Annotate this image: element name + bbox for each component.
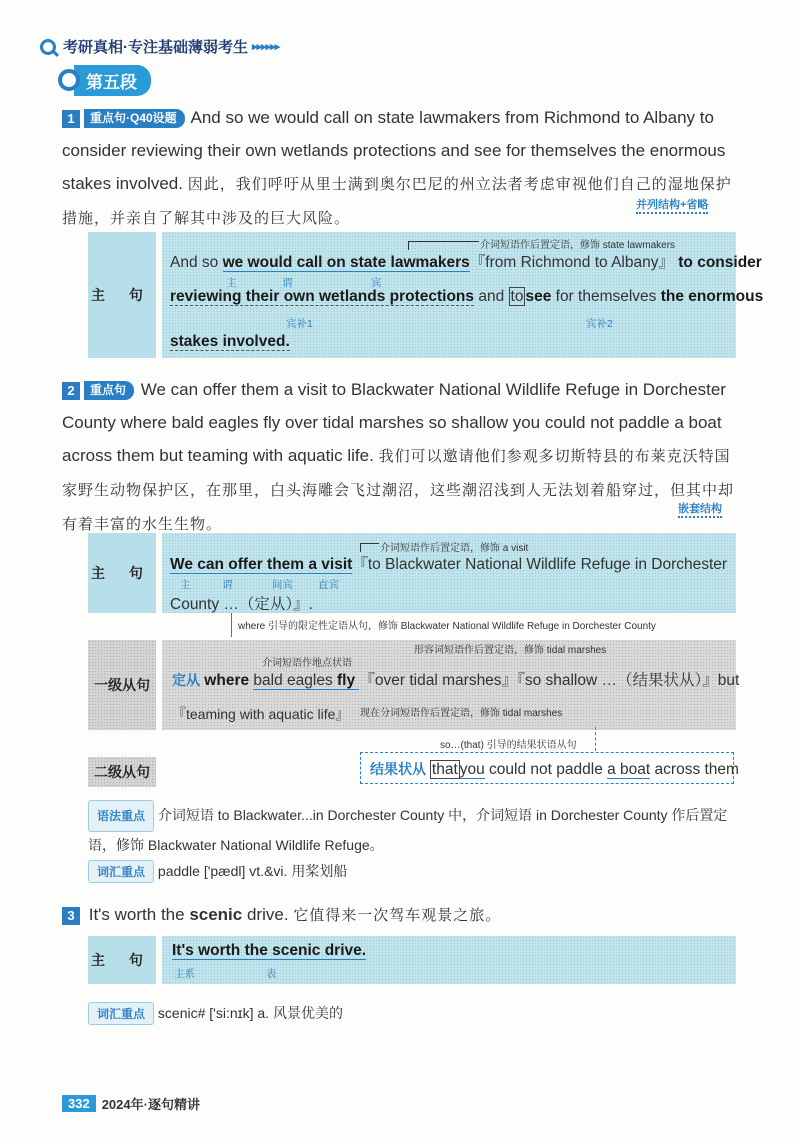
annotation-connector bbox=[360, 543, 379, 552]
section-heading bbox=[58, 66, 151, 94]
gram-label: 主 bbox=[226, 277, 237, 289]
key-sentence-tag: 重点句 bbox=[84, 381, 134, 400]
main-clause-label: 主 句 bbox=[88, 533, 156, 613]
gram-label: 表 bbox=[266, 968, 277, 980]
connector-line bbox=[231, 613, 232, 637]
vocab-tag: 词汇重点 bbox=[88, 1002, 154, 1025]
sentence-number: 2 bbox=[62, 382, 80, 400]
vocab-point bbox=[88, 1002, 343, 1025]
annotation: 形容词短语作后置定语，修饰 tidal marshes bbox=[414, 645, 607, 656]
gram-label: 主系 bbox=[174, 968, 195, 980]
sentence-number: 1 bbox=[62, 110, 80, 128]
sentence-english: And so we would call on state lawmakers from Richmond to Albany to consider reviewing their own wetlands protections and see for themselves the enormous stakes involved. bbox=[62, 108, 726, 193]
main-clause-label: 主 句 bbox=[88, 936, 156, 984]
clause2-label: 二级从句 bbox=[88, 757, 156, 787]
grammar-tag: 语法重点 bbox=[88, 800, 154, 832]
annotation: so…(that) 引导的结果状语从句 bbox=[440, 740, 577, 751]
structure-note: 嵌套结构 bbox=[678, 500, 722, 518]
running-header bbox=[40, 36, 279, 57]
clause1-label: 一级从句 bbox=[88, 640, 156, 730]
analysis-line-3: stakes involved. bbox=[170, 333, 290, 350]
header-title: 考研真相·专注基础薄弱考生 bbox=[63, 39, 248, 56]
magnifier-icon bbox=[58, 69, 80, 91]
vocab-tag: 词汇重点 bbox=[88, 860, 154, 883]
main-clause-label: 主 句 bbox=[88, 232, 156, 358]
section-title: 第五段 bbox=[74, 65, 151, 96]
analysis-line-1: We can offer them a visit『to Blackwater National Wildlife Refuge in Dorchester bbox=[170, 556, 728, 573]
sentence-2 bbox=[62, 373, 742, 541]
annotation: where 引导的限定性定语从句，修饰 Blackwater National Wildlife Refuge in Dorchester County bbox=[238, 621, 656, 632]
gram-label: 宾 bbox=[371, 277, 382, 289]
grammar-point bbox=[88, 800, 738, 858]
analysis-line-1: And so we would call on state lawmakers『from Richmond to Albany』 to consider bbox=[170, 254, 762, 271]
sentence-3: 3 It's worth the scenic drive. 它值得来一次驾车观景之旅。 bbox=[62, 898, 742, 932]
analysis-line-2: 『teaming with aquatic life』 bbox=[172, 706, 350, 722]
analysis-line-2: reviewing their own wetlands protections and to see for themselves the enormous bbox=[170, 288, 764, 305]
annotation: 现在分词短语作后置定语，修饰 tidal marshes bbox=[360, 708, 563, 719]
footer-title: 2024年·逐句精讲 bbox=[101, 1097, 200, 1112]
annotation: 介词短语作后置定语，修饰 a visit bbox=[380, 543, 529, 554]
analysis-line-1: It's worth the scenic drive. bbox=[172, 942, 367, 959]
analysis-line-1: 定从 where bald eagles fly 『over tidal marshes』『so shallow …（结果状从）』but bbox=[172, 672, 740, 689]
annotation-connector bbox=[408, 241, 479, 250]
vocab-text: paddle ['pædl] vt.&vi. 用桨划船 bbox=[157, 863, 348, 879]
magnifier-icon bbox=[40, 39, 56, 55]
gram-label: 主 bbox=[180, 579, 191, 591]
sentence-translation: 因此，我们呼吁从里士满到奥尔巴尼的州立法者考虑审视他们自己的湿地保护措施，并亲自了解其中涉及的巨大风险。 bbox=[62, 175, 732, 227]
sentence-english: We can offer them a visit to Blackwater National Wildlife Refuge in Dorchester County where bald eagles fly over tidal marshes so shallow you could not paddle a boat across them but teaming with aquatic life. bbox=[62, 380, 726, 465]
page-footer bbox=[62, 1094, 200, 1113]
analysis-line-2: County …（定从）』. bbox=[170, 596, 313, 613]
sentence-translation: 它值得来一次驾车观景之旅。 bbox=[293, 906, 502, 924]
vocab-text: scenic# ['si:nɪk] a. 风景优美的 bbox=[157, 1005, 343, 1021]
structure-note: 并列结构+省略 bbox=[636, 196, 708, 214]
sentence-number: 3 bbox=[62, 907, 80, 925]
gram-label: 间宾 bbox=[272, 579, 293, 591]
sentence-translation: 我们可以邀请他们参观多切斯特县的布莱克沃特国家野生动物保护区，在那里，白头海雕会飞过潮沼，这些潮沼浅到人无法划着船穿过，但其中却有着丰富的水生生物。 bbox=[62, 447, 735, 533]
header-arrows: ▸▸▸▸▸▸ bbox=[252, 41, 280, 53]
grammar-text: 介词短语 to Blackwater...in Dorchester County 中，介词短语 in Dorchester County 作后置定语，修饰 Blackwater National Wildlife Refuge。 bbox=[88, 807, 728, 853]
annotation: 介词短语作地点状语 bbox=[262, 658, 352, 669]
page-number: 332 bbox=[62, 1095, 96, 1112]
connector-line bbox=[595, 727, 596, 751]
gram-label: 谓 bbox=[282, 277, 293, 289]
sentence-1 bbox=[62, 101, 742, 235]
gram-label: 宾补1 bbox=[286, 318, 313, 330]
gram-label: 谓 bbox=[222, 579, 233, 591]
analysis-line-3: 结果状从 that you could not paddle a boat across them bbox=[370, 761, 739, 778]
gram-label: 宾补2 bbox=[586, 318, 613, 330]
key-sentence-tag: 重点句·Q40设题 bbox=[84, 109, 185, 128]
annotation: 介词短语作后置定语，修饰 state lawmakers bbox=[480, 240, 676, 251]
vocab-point bbox=[88, 860, 347, 883]
gram-label: 直宾 bbox=[318, 579, 339, 591]
